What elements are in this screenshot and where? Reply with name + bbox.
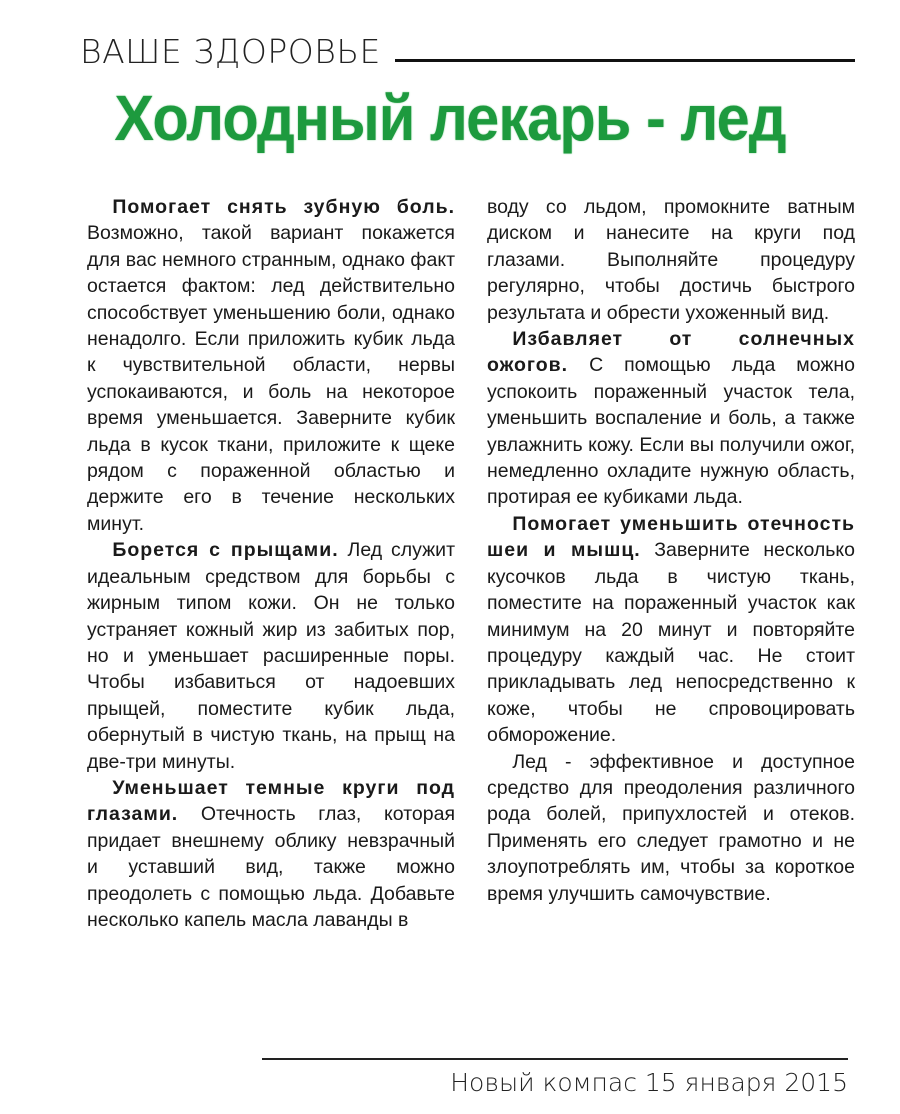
paragraph-conclusion	[487, 749, 855, 907]
paragraph-text: воду со льдом, промокните ватным диском и нанесите на круги под глазами. Выполняйте процедуру регулярно, чтобы достичь быстрого результата и обрести ухоженный вид.	[487, 196, 855, 324]
paragraph-dark-circles	[87, 775, 455, 933]
footer-rule	[262, 1058, 848, 1060]
paragraph-text: Лед - эффективное и доступное средство для преодоления различного рода болей, припухлостей и отеков. Применять его следует грамотно и не злоупотреблять им, чтобы за короткое время улучшить самочувствие.	[487, 750, 855, 905]
paragraph-text: Отечность глаз, которая придает внешнему облику невзрачный и уставший вид, также можно преодолеть с помощью льда. Добавьте несколько капель масла лаванды в	[87, 803, 456, 931]
section-label: ВАШЕ ЗДОРОВЬЕ	[80, 32, 381, 71]
section-rule	[395, 59, 855, 62]
paragraph-heading: Уменьшает темные круги под глазами.	[87, 776, 455, 826]
paragraph-toothache	[87, 194, 455, 537]
paragraph-heading: Помогает снять зубную боль.	[112, 196, 455, 218]
left-column	[87, 194, 455, 933]
paragraph-heading: Борется с прыщами.	[112, 539, 339, 562]
article-body	[87, 194, 855, 933]
paragraph-text: С помощью льда можно успокоить пораженный участок тела, уменьшить воспаление и боль, а также увлажнить кожу. Если вы получили ожог, немедленно охладите нужную область, протирая ее кубиками льда.	[487, 354, 855, 509]
section-header	[80, 22, 855, 71]
paragraph-dark-circles-continued	[487, 194, 855, 326]
paragraph-swelling	[487, 511, 855, 749]
paragraph-heading: Избавляет от солнечных ожогов.	[487, 328, 855, 377]
source-credit: Новый компас 15 января 2015	[450, 1068, 848, 1097]
paragraph-text: Лед служит идеальным средством для борьбы с жирным типом кожи. Он не только устраняет кожный жир из забитых пор, но и уменьшает расширенные поры. Чтобы избавиться от надоевших прыщей, поместите кубик льда, обернутый в чистую ткань, на прыщ на две-три минуты.	[87, 539, 455, 773]
paragraph-text: Заверните несколько кусочков льда в чистую ткань, поместите на пораженный участок как минимум на 20 минут и повторяйте процедуру каждый час. Не стоит прикладывать лед непосредственно к коже, чтобы не спровоцировать обморожение.	[487, 539, 855, 747]
right-column	[487, 194, 855, 933]
paragraph-acne	[87, 537, 455, 775]
paragraph-sunburn	[487, 326, 855, 511]
paragraph-text: Возможно, такой вариант покажется для вас немного странным, однако факт остается фактом: лед действительно способствует уменьшению боли, однако ненадолго. Если приложить кубик льда к чувствительной области, нервы успокаиваются, и боль на некоторое время уменьшается. Заверните кубик льда в кусок ткани, приложите к щеке рядом с пораженной областью и держите его в течение нескольких минут.	[87, 222, 455, 535]
article-title: Холодный лекарь - лед	[114, 82, 786, 154]
paragraph-heading: Помогает уменьшить отечность шеи и мышц.	[487, 512, 855, 562]
